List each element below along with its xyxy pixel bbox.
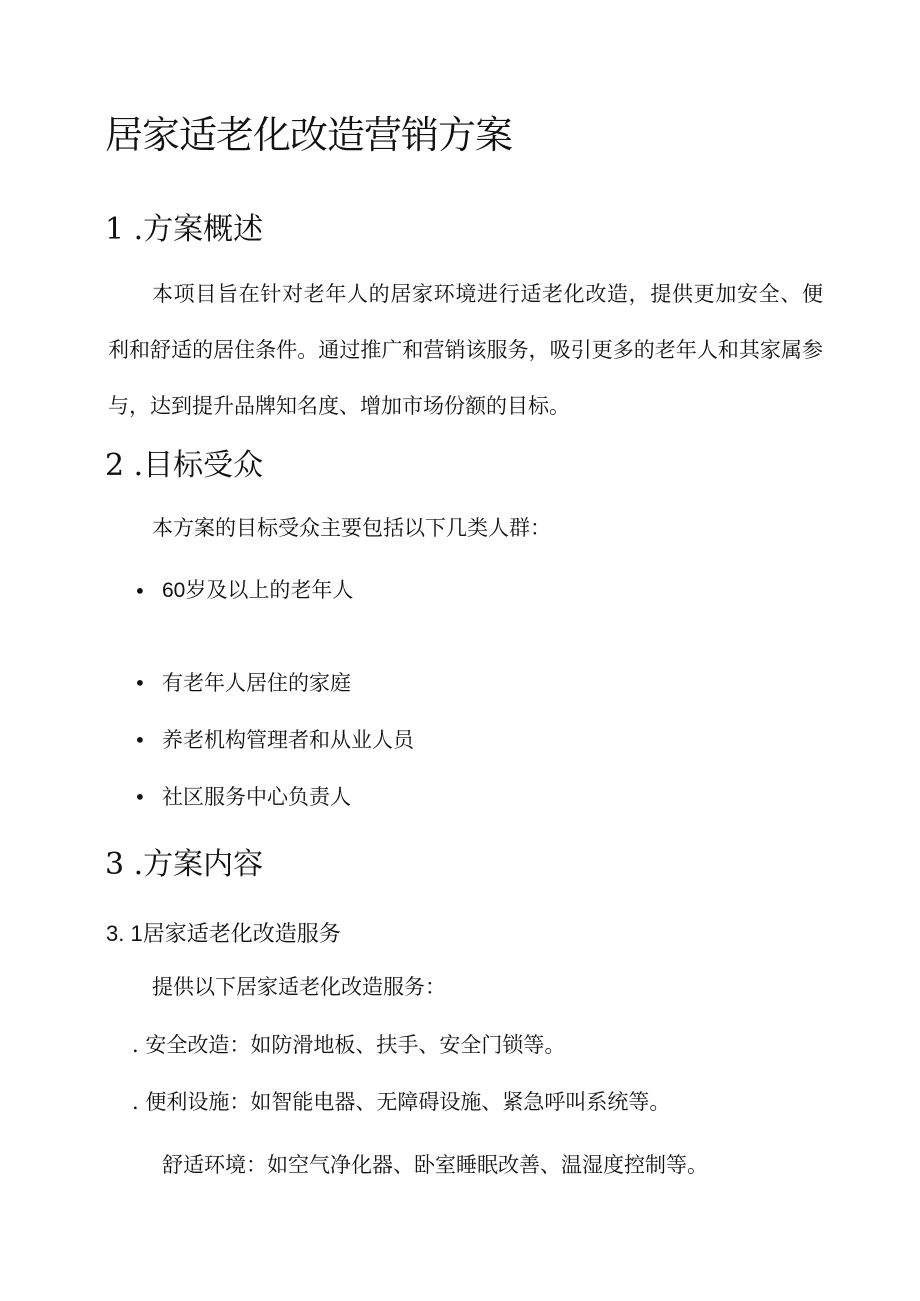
bullet-icon: • xyxy=(134,671,146,695)
section-1-paragraph: 本项目旨在针对老年人的居家环境进行适老化改造，提供更加安全、便利和舒适的居住条件。通过推广和营销该服务，吸引更多的老年人和其家属参与，达到提升品牌知名度、增加市场份额的目标。 xyxy=(108,282,823,418)
audience-item-label: 社区服务中心负责人 xyxy=(162,785,351,809)
audience-list-item xyxy=(134,576,146,606)
bullet-icon: • xyxy=(134,785,146,809)
audience-item-label: 有老年人居住的家庭 xyxy=(162,671,351,695)
audience-item-label: 60岁及以上的老年人 xyxy=(162,579,354,602)
subsection-3-1-heading: 3. 1居家适老化改造服务 xyxy=(106,921,341,946)
section-3-heading: 3 .方案内容 xyxy=(105,847,264,882)
section-1-heading: 1 .方案概述 xyxy=(105,212,264,247)
service-item-safety: . 安全改造：如防滑地板、扶手、安全门锁等。 xyxy=(132,1033,566,1057)
bullet-icon: • xyxy=(134,728,146,752)
service-item-convenience: . 便利设施：如智能电器、无障碍设施、紧急呼叫系统等。 xyxy=(132,1090,671,1114)
audience-item-label: 养老机构管理者和从业人员 xyxy=(162,728,414,752)
section-2-heading: 2 .目标受众 xyxy=(105,448,264,483)
audience-list-item xyxy=(134,668,146,698)
audience-list-item xyxy=(134,782,146,812)
bullet-icon: • xyxy=(134,579,146,603)
service-item-comfort: 舒适环境：如空气净化器、卧室睡眠改善、温湿度控制等。 xyxy=(162,1153,708,1177)
section-2-intro: 本方案的目标受众主要包括以下几类人群： xyxy=(152,516,551,540)
document-title: 居家适老化改造营销方案 xyxy=(105,113,513,157)
subsection-intro: 提供以下居家适老化改造服务： xyxy=(152,975,446,999)
audience-list-item xyxy=(134,725,146,755)
